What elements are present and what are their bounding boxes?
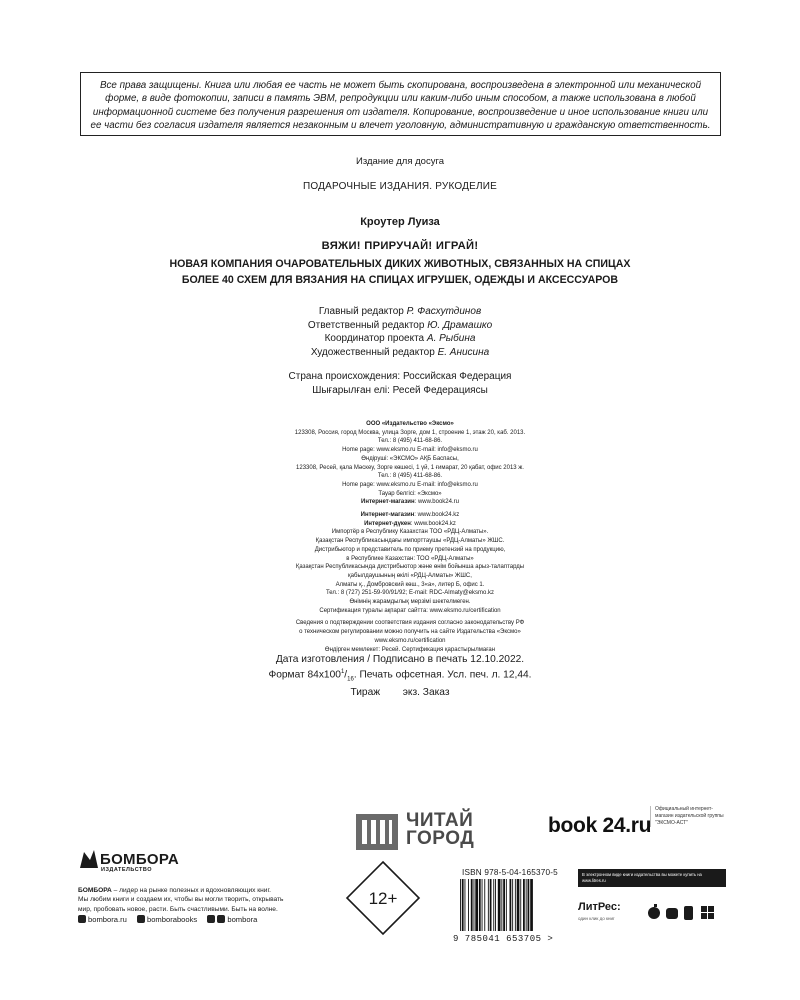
chitai-gorod-logo: [356, 812, 496, 852]
shop-kz-2: Интернет-дүкен: www.book24.kz: [364, 520, 456, 527]
distributor-ru: Дистрибьютор и представитель по приему претензий на продукцию,: [314, 546, 506, 553]
age-rating-badge: [345, 860, 421, 936]
phone-ru: Тел.: 8 (495) 411-68-86.: [377, 438, 443, 445]
copyright-notice: Все права защищены. Книга или любая ее часть не может быть скопирована, воспроизведена в электронной или механической форме, в виде фотокопии, записи в память ЭВМ, репродукции или каким-либо иным способом, а также использована в любой информационной системе без получения разрешения от издателя. Копирование, воспроизведение и иное использование книги или ее части без согласия издателя является незаконным и влечет уголовную, административную и гражданскую ответственность.: [80, 72, 721, 136]
barcode-bar: [506, 879, 507, 931]
print-data: [0, 653, 800, 699]
chitai-gorod-wordmark: ЧИТАЙ ГОРОД: [406, 810, 475, 849]
distributor-kz: Қазақстан Республикасында дистрибьютор және өнім бойынша арыз-талаптарды: [295, 564, 525, 571]
barcode-bar: [520, 879, 521, 931]
editor-line: Координатор проекта А. Рыбина: [324, 333, 476, 345]
barcode-digits: 9 785041 653705 >: [453, 934, 554, 944]
address-almaty: Алматы қ., Домбровский көш., 3«а», литер Б, офис 1.: [335, 581, 485, 588]
barcode-bar: [468, 879, 469, 931]
barcode-bar: [501, 879, 502, 931]
address-ru: 123308, Россия, город Москва, улица Зорге, дом 1, строение 1, этаж 20, каб. 2013.: [294, 429, 526, 436]
category: ПОДАРОЧНЫЕ ИЗДАНИЯ. РУКОДЕЛИЕ: [303, 181, 497, 192]
vk-icon: [137, 915, 145, 923]
barcode-bar: [512, 879, 513, 931]
isbn: ISBN 978-5-04-165370-5: [462, 868, 558, 877]
barcode-bar: [465, 879, 466, 931]
book-title: ВЯЖИ! ПРИРУЧАЙ! ИГРАЙ!: [321, 240, 479, 252]
barcode-bar: [515, 879, 516, 931]
importer-ru: Импортёр в Республику Казахстан ТОО «РДЦ-Алматы».: [331, 529, 489, 536]
barcode-bar: [490, 879, 492, 931]
chitai-gorod-mark-icon: [356, 814, 398, 850]
publisher-name: ООО «Издательство «Эксмо»: [366, 421, 454, 427]
edition-type: Издание для досуга: [355, 156, 444, 167]
telegram-icon: [217, 915, 225, 923]
bombora-mark-icon: [78, 848, 100, 870]
cert-info-ru: Сведения о подтверждении соответствия издания согласно законодательству РФ: [295, 620, 525, 627]
country-of-origin: [0, 370, 800, 398]
shop-ru: Интернет-магазин: www.book24.ru: [361, 499, 459, 506]
barcode-bar: [517, 879, 520, 931]
barcode-bar: [495, 879, 496, 931]
maker-kz: Өндіруші: «ЭКСМО» АҚБ Баспасы,: [361, 455, 459, 462]
country-ru: Страна происхождения: Российская Федерация: [288, 371, 512, 382]
publisher-imprint: [268, 420, 552, 654]
bombora-about: БОМБОРА – лидер на рынке полезных и вдохновляющих книг. Мы любим книги и создаем их, чтобы вы могли творить, открывать мир, пробовать новое, расти. Быть счастливыми. Быть на волне.: [78, 887, 284, 913]
author: Кроутер Луиза: [360, 216, 440, 228]
book24-logo: book 24.ru: [548, 814, 652, 837]
editor-line: Художественный редактор Е. Анисина: [310, 347, 490, 359]
certification-kz: Сертификация туралы ақпарат сайтта: www.eksmo.ru/certification: [319, 607, 501, 614]
barcode: [458, 879, 562, 931]
barcode-bar: [482, 879, 483, 931]
barcode-bar: [510, 879, 512, 931]
social-links: [78, 915, 265, 924]
litres-sub: один клик до книг: [578, 916, 615, 921]
bombora-logo: [78, 848, 100, 875]
barcode-bar: [479, 879, 481, 931]
barcode-bar: [528, 879, 530, 931]
cert-url: www.eksmo.ru/certification: [374, 637, 446, 644]
barcode-bar: [503, 879, 505, 931]
address-kz: 123308, Ресей, қала Мәскеу, Зорге көшесі, 1 үй, 1 ғимарат, 20 қабат, офис 2013 ж.: [296, 464, 524, 471]
website-icon: [78, 915, 86, 923]
importer-kz: Қазақстан Республикасындағы импорттаушы «РДЦ-Алматы» ЖШС.: [315, 538, 505, 545]
android-icon: [666, 908, 678, 919]
editor-line: Главный редактор Р. Фасхутдинов: [318, 306, 482, 317]
print-format: Формат $84х100^1/_{16}$. Печать офсетная. Усл. печ. л. 12,44.: [268, 669, 532, 683]
barcode-bar: [523, 879, 525, 931]
shop-kz-1: Интернет-магазин: www.book24.kz: [360, 512, 460, 519]
bombora-sub: ИЗДАТЕЛЬСТВО: [101, 867, 153, 873]
litres-logo: ЛитРес:: [578, 901, 621, 913]
phone-almaty: Тел.: 8 (727) 251-59-90/91/92; E-mail: RDC-Almaty@eksmo.kz: [325, 590, 495, 597]
distributor-ru-2: в Республике Казахстан: ТОО «РДЦ-Алматы»: [346, 555, 474, 562]
social-site[interactable]: bombora.ru: [78, 915, 127, 924]
book-subtitle-1: НОВАЯ КОМПАНИЯ ОЧАРОВАТЕЛЬНЫХ ДИКИХ ЖИВОТНЫХ, СВЯЗАННЫХ НА СПИЦАХ: [169, 258, 631, 270]
trademark-kz: Тауар белгісі: «Эксмо»: [378, 490, 442, 497]
distributor-kz-2: қабылдаушының өкілі «РДЦ-Алматы» ЖШС,: [348, 572, 472, 579]
barcode-bar: [474, 879, 475, 931]
social-vk[interactable]: bomborabooks: [137, 915, 197, 924]
barcode-bar: [498, 879, 501, 931]
barcode-bar: [471, 879, 473, 931]
litres-banner: В электронном виде книги издательства вы можете купить на www.litres.ru: [578, 869, 726, 887]
barcode-bar: [488, 879, 489, 931]
phone-kz: Тел.: 8 (495) 411-68-86.: [377, 473, 443, 480]
app-store-icons: [646, 902, 726, 922]
barcode-bar: [484, 879, 485, 931]
validity-kz: Өнімнің жарамдылық мерзімі шектелмеген.: [349, 599, 471, 606]
web-kz: Home page: www.eksmo.ru E-mail: info@eksmo.ru: [342, 481, 478, 488]
windows-icon: [701, 906, 714, 919]
country-kz: Шығарылған елі: Ресей Федерациясы: [312, 384, 488, 396]
print-run: Тираж экз. Заказ: [350, 687, 450, 699]
web-ru: Home page: www.eksmo.ru E-mail: info@eksmo.ru: [342, 447, 478, 454]
book-subtitle-2: БОЛЕЕ 40 СХЕМ ДЛЯ ВЯЗАНИЯ НА СПИЦАХ ИГРУШЕК, ОДЕЖДЫ И АКСЕССУАРОВ: [181, 274, 619, 286]
barcode-bar: [475, 879, 478, 931]
barcode-bar: [526, 879, 527, 931]
barcode-bar: [493, 879, 494, 931]
barcode-bar: [530, 879, 533, 931]
editor-line: Ответственный редактор Ю. Драмашко: [307, 319, 493, 331]
bombora-name: БОМБОРА: [100, 851, 180, 868]
windows-phone-icon: [684, 906, 693, 920]
origin-kz: Өндірген мемлекет: Ресей. Сертификация қарастырылмаған: [324, 646, 496, 653]
book24-note: Официальный интернет-магазин издательской группы "ЭКСМО-АСТ": [650, 806, 730, 827]
barcode-bar: [460, 879, 461, 931]
youtube-icon: [207, 915, 215, 923]
editors-list: [0, 305, 800, 360]
apple-icon: [648, 904, 660, 919]
age-rating-text: 12+: [368, 889, 398, 908]
social-messenger[interactable]: bombora: [207, 915, 257, 924]
print-date: Дата изготовления / Подписано в печать 12.10.2022.: [275, 654, 525, 665]
cert-info-ru-2: о техническом регулировании можно получить на сайте Издательства «Эксмо»: [299, 629, 521, 636]
barcode-bar: [462, 879, 464, 931]
